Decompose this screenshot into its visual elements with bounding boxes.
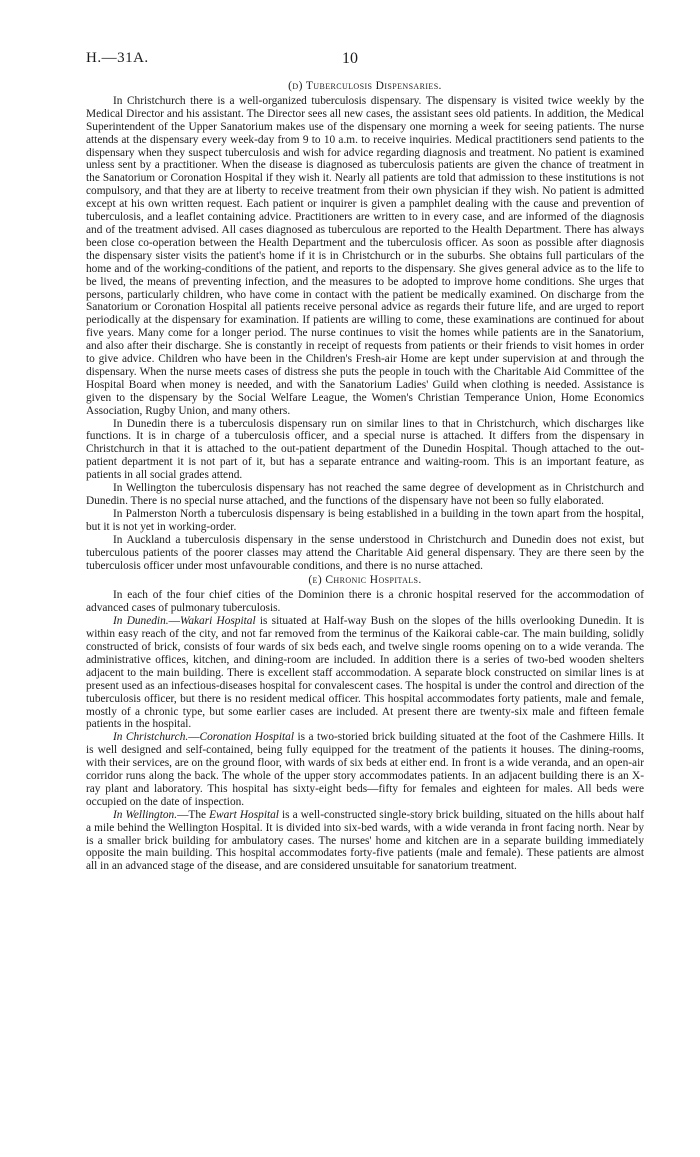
section-label: (e) (308, 574, 323, 587)
dash: —The (177, 808, 210, 821)
page-number: 10 (342, 50, 358, 67)
paragraph: In Wellington the tuberculosis dispensary has not reached the same degree of development as in Christchurch and Dunedin. There is no special nurse attached, and the functions of the dispensary have not been so fully elaborated. (86, 482, 644, 507)
section-title: Tuberculosis Dispensaries. (305, 80, 442, 92)
institution-name: Wakari Hospital (179, 615, 256, 628)
dash: — (188, 731, 200, 744)
document-body (86, 80, 644, 873)
section-label: (d) (288, 80, 303, 92)
paragraph-text: is situated at Half-way Bush on the slopes of the hills overlooking Dunedin. It is within easy reach of the city, and not far removed from the terminus of the Kaikorai cable-car. The main building, solidly constructed of brick, consists of four wards of six beds each, and twelve single rooms opening on to a wide veranda. The administrative offices, kitchen, and dining-room are included. In addition there is a series of two-bed wooden shelters adjacent to the main building. There is excellent staff accommodation. A separate block constructed on similar lines is at present used as an infectious-diseases hospital for convalescent cases. The hospital is under the control and direction of the tuberculosis officer, but there is no resident medical officer. This hospital accommodates forty patients, male and female, mostly of a chronic type, but some earlier cases are included. At present there are twenty-six male and fifteen female patients in the hospital. (86, 615, 645, 731)
page-header (0, 50, 700, 72)
paragraph: In Christchurch there is a well-organized tuberculosis dispensary. The dispensary is visited twice weekly by the Medical Director and his assistant. The Director sees all new cases, the assistant sees old patients. In addition, the Medical Superintendent of the Upper Sanatorium makes use of the dispensary one morning a week for seeing patients. The nurse attends at the dispensary every week-day from 9 to 10 a.m. to receive inquiries. Medical practitioners send patients to the dispensary when they suspect tuberculosis and wish for advice regarding diagnosis and treatment. No patient is examined unless sent by a practitioner. When the disease is diagnosed as tuberculosis patients are given the chance of treatment in the Sanatorium or Coronation Hospital if they wish it. Nearly all patients are told that admission to these institutions is not compulsory, and that they are at liberty to receive treatment from their own physician if they wish. No patient is admitted except at his own written request. Each patient or inquirer is given a pamphlet dealing with the cause and prevention of tuberculosis, and a leaflet containing advice. Practitioners are written to in every case, and are informed of the diagnosis and of the treatment advised. All cases diagnosed as tuberculous are reported to the Health Department. There has always been close co-operation between the Health Department and the tuberculosis officer. As soon as possible after diagnosis the dispensary sister visits the patient's home if it is in Christchurch or in the suburbs. She obtains full particulars of the home and of the working-conditions of the patient, and reports to the dispensary. She gives general advice as to the life to be lived, the means of preventing infection, and the measures to be adopted to improve home conditions. She urges that persons, particularly children, who have come in contact with the patient be medically examined. On discharge from the Sanatorium or Coronation Hospital all patients receive personal advice as regards their future life, and are urged to report periodically at the dispensary for examination. If patients are willing to come, these examinations are continued for about five years. Many come for a longer period. The nurse continues to visit the homes while patients are in the Sanatorium, and also after their discharge. She is constantly in receipt of requests from patients or their friends to visit homes in order to give advice. Children who have been in the Children's Fresh-air Home are kept under supervision at and through the dispensary. When the nurse meets cases of distress she puts the people in touch with the Charitable Aid Committee of the Hospital Board when money is needed, and with the Sanatorium Ladies' Guild when clothing is needed. Assistance is given to the dispensary by the Social Welfare League, the Women's Christian Temperance Union, Home Economics Association, Rugby Union, and many others. (86, 94, 644, 417)
place-name: In Dunedin. (113, 615, 169, 628)
paragraph-text: is a two-storied brick building situated at the foot of the Cashmere Hills. It is well designed and self-contained, being fully equipped for the treatment of the patients it houses. The dining-rooms, with their services, are on the ground floor, with wards of six beds at either end. In front is a wide veranda, and an open-air corridor runs along the back. The whole of the upper story accommodates patients. In an adjacent building there is an X-ray plant and laboratory. This hospital has sixty-eight beds—fifty for females and eighteen for males. All beds were occupied on the date of inspection. (86, 731, 644, 808)
institution-name: Ewart Hospital (209, 808, 279, 821)
dash: — (168, 615, 180, 628)
paragraph-wellington (86, 809, 644, 874)
paragraph: In Auckland a tuberculosis dispensary in the sense understood in Christchurch and Dunedin does not exist, but tuberculous patients of the poorer classes may attend the Charitable Aid general dispensary. They are there seen by the tuberculosis officer under most unfavourable conditions, and there is no nurse attached. (86, 533, 644, 572)
paragraph: In each of the four chief cities of the Dominion there is a chronic hospital reserved for the accommodation of advanced cases of pulmonary tuberculosis. (86, 589, 644, 615)
paragraph: In Palmerston North a tuberculosis dispensary is being established in a building in the town apart from the hospital, but it is not yet in working-order. (86, 507, 644, 533)
place-name: In Wellington. (113, 808, 178, 821)
paragraph-text: is a well-constructed single-story brick building, situated on the hills about half a mile behind the Wellington Hospital. It is divided into six-bed wards, with a wide veranda in front facing north. Near by is a smaller brick building for ambulatory cases. The nurses' home and kitchen are in a separate building immediately opposite the main building. This hospital accommodates forty-five patients (male and female). These patients are almost all in an advanced stage of the disease, and are considered unsuitable for sanatorium treatment. (86, 808, 644, 873)
section-heading-chronic-hospitals (86, 574, 644, 587)
paragraph-christchurch (86, 731, 644, 808)
paragraph: In Dunedin there is a tuberculosis dispensary run on similar lines to that in Christchurch, which discharges like functions. It is in charge of a tuberculosis officer, and a special nurse is attached. It differs from the dispensary in Christchurch in that it is attached to the out-patient department of the Dunedin Hospital. Though attached to the out-patient department it is not part of it, but has a separate entrance and waiting-room. This is an important feature, as patients in all social grades attend. (86, 417, 644, 482)
place-name: In Christchurch. (113, 731, 189, 744)
institution-name: Coronation Hospital (199, 731, 294, 744)
section-title: Chronic Hospitals. (325, 574, 422, 587)
paragraph-dunedin (86, 615, 644, 731)
document-reference: H.—31A. (86, 50, 149, 66)
section-heading-dispensaries (86, 80, 644, 93)
